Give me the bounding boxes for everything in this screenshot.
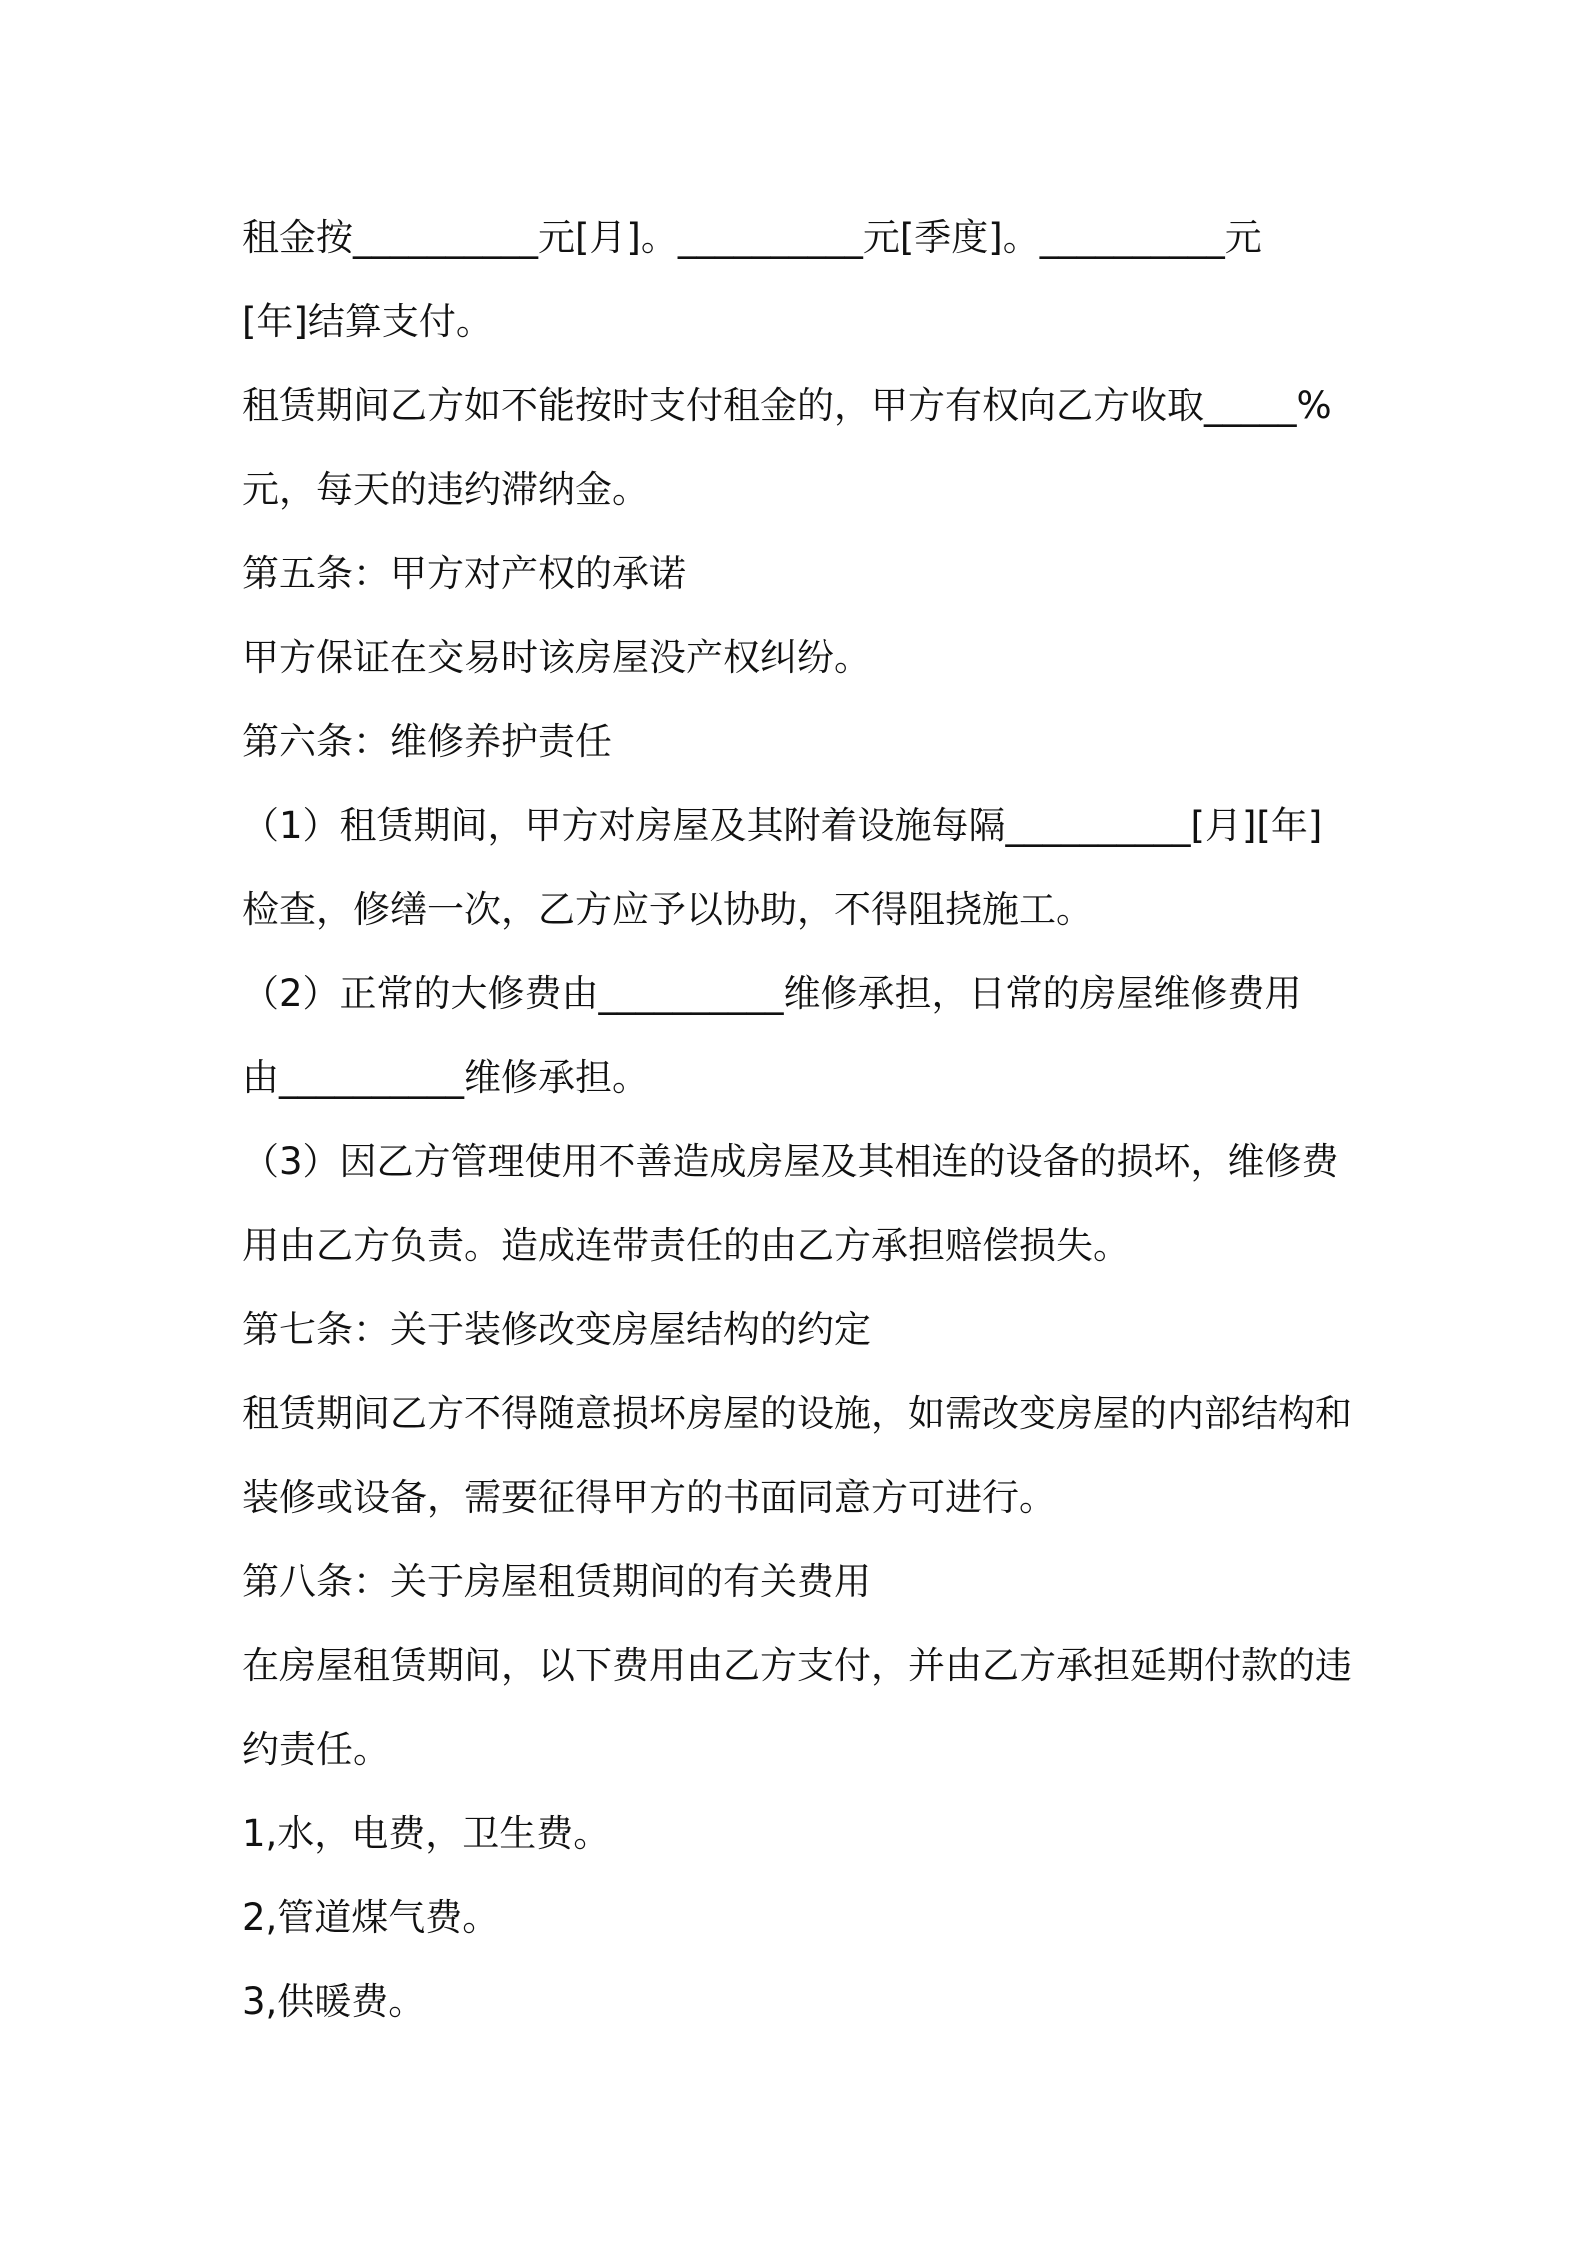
article-7-text-line-1: 租赁期间乙方不得随意损坏房屋的设施，如需改变房屋的内部结构和 — [242, 1392, 1352, 1435]
document-body — [242, 196, 1362, 2044]
fee-item-3: 3,供暖费。 — [242, 1980, 426, 2023]
article-6-item-2-line-2: 由__________维修承担。 — [242, 1056, 649, 1099]
article-6-item-3-line-1: （3）因乙方管理使用不善造成房屋及其相连的设备的损坏，维修费 — [242, 1140, 1339, 1183]
article-6-item-1-line-1: （1）租赁期间，甲方对房屋及其附着设施每隔__________[月][年] — [242, 804, 1323, 847]
article-5-text: 甲方保证在交易时该房屋没产权纠纷。 — [242, 636, 871, 679]
article-5-heading: 第五条：甲方对产权的承诺 — [242, 552, 686, 595]
article-6-item-2-line-1: （2）正常的大修费由__________维修承担，日常的房屋维修费用 — [242, 972, 1302, 1015]
article-7-heading: 第七条：关于装修改变房屋结构的约定 — [242, 1308, 871, 1351]
fee-item-1: 1,水，电费，卫生费。 — [242, 1812, 611, 1855]
article-6-item-1-line-2: 检查，修缮一次，乙方应予以协助，不得阻挠施工。 — [242, 888, 1093, 931]
article-8-text-line-2: 约责任。 — [242, 1728, 390, 1771]
fee-item-2: 2,管道煤气费。 — [242, 1896, 500, 1939]
article-8-text-line-1: 在房屋租赁期间，以下费用由乙方支付，并由乙方承担延期付款的违 — [242, 1644, 1352, 1687]
article-6-item-3-line-2: 用由乙方负责。造成连带责任的由乙方承担赔偿损失。 — [242, 1224, 1130, 1267]
article-6-heading: 第六条：维修养护责任 — [242, 720, 612, 763]
late-fee-line-1: 租赁期间乙方如不能按时支付租金的，甲方有权向乙方收取_____% — [242, 384, 1332, 427]
article-8-heading: 第八条：关于房屋租赁期间的有关费用 — [242, 1560, 871, 1603]
rent-payment-line-2: [年]结算支付。 — [242, 300, 493, 343]
late-fee-line-2: 元，每天的违约滞纳金。 — [242, 468, 649, 511]
rent-payment-line-1: 租金按__________元[月]。__________元[季度]。__________元 — [242, 216, 1262, 259]
article-7-text-line-2: 装修或设备，需要征得甲方的书面同意方可进行。 — [242, 1476, 1056, 1519]
